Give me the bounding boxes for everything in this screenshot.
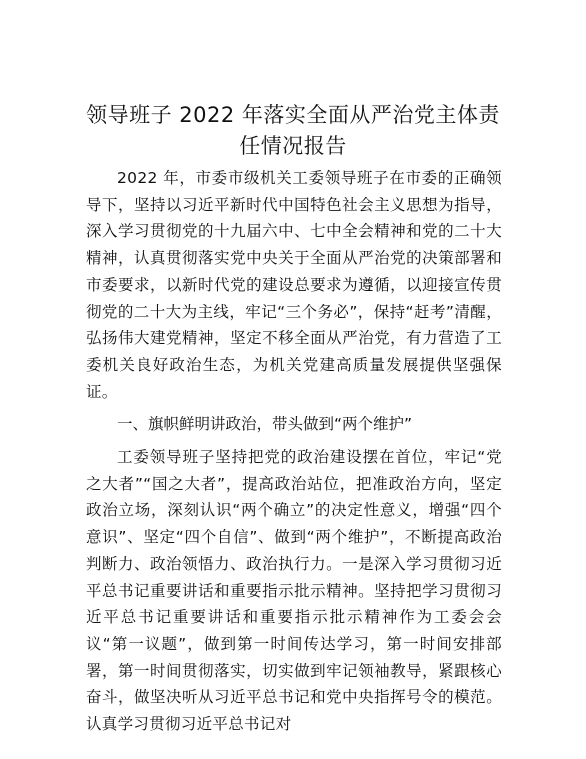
document-body [86,165,502,738]
section-paragraph: 工委领导班子坚持把党的政治建设摆在首位，牢记“党之大者”“国之大者”，提高政治站位，把准政治方向，坚定政治立场，深刻认识“两个确立”的决定性意义，增强“四个意识”、坚定“四个自信”、做到“两个维护”，不断提高政治判断力、政治领悟力、政治执行力。一是深入学习贯彻习近平总书记重要讲话和重要指示批示精神。坚持把学习贯彻习近平总书记重要讲话和重要指示批示精神作为工委会会议“第一议题”，做到第一时间传达学习，第一时间安排部署，第一时间贯彻落实，切实做到牢记领袖教导，紧跟核心奋斗，做坚决听从习近平总书记和党中央指挥号令的模范。认真学习贯彻习近平总书记对 [86,448,502,734]
document-title: 领导班子 2022 年落实全面从严治党主体责任情况报告 [86,103,500,158]
intro-paragraph: 2022 年，市委市级机关工委领导班子在市委的正确领导下，坚持以习近平新时代中国特色社会主义思想为指导，深入学习贯彻党的十九届六中、七中全会精神和党的二十大精神，认真贯彻落实党中央关于全面从严治党的决策部署和市委要求，以新时代党的建设总要求为遵循，以迎接宣传贯彻党的二十大为主线，牢记“三个务必”，保持“赶考”清醒，弘扬伟大建党精神，坚定不移全面从严治党，有力营造了工委机关良好政治生态，为机关党建高质量发展提供坚强保证。 [86,169,502,401]
section-heading: 一、旗帜鲜明讲政治，带头做到“两个维护” [117,415,413,434]
